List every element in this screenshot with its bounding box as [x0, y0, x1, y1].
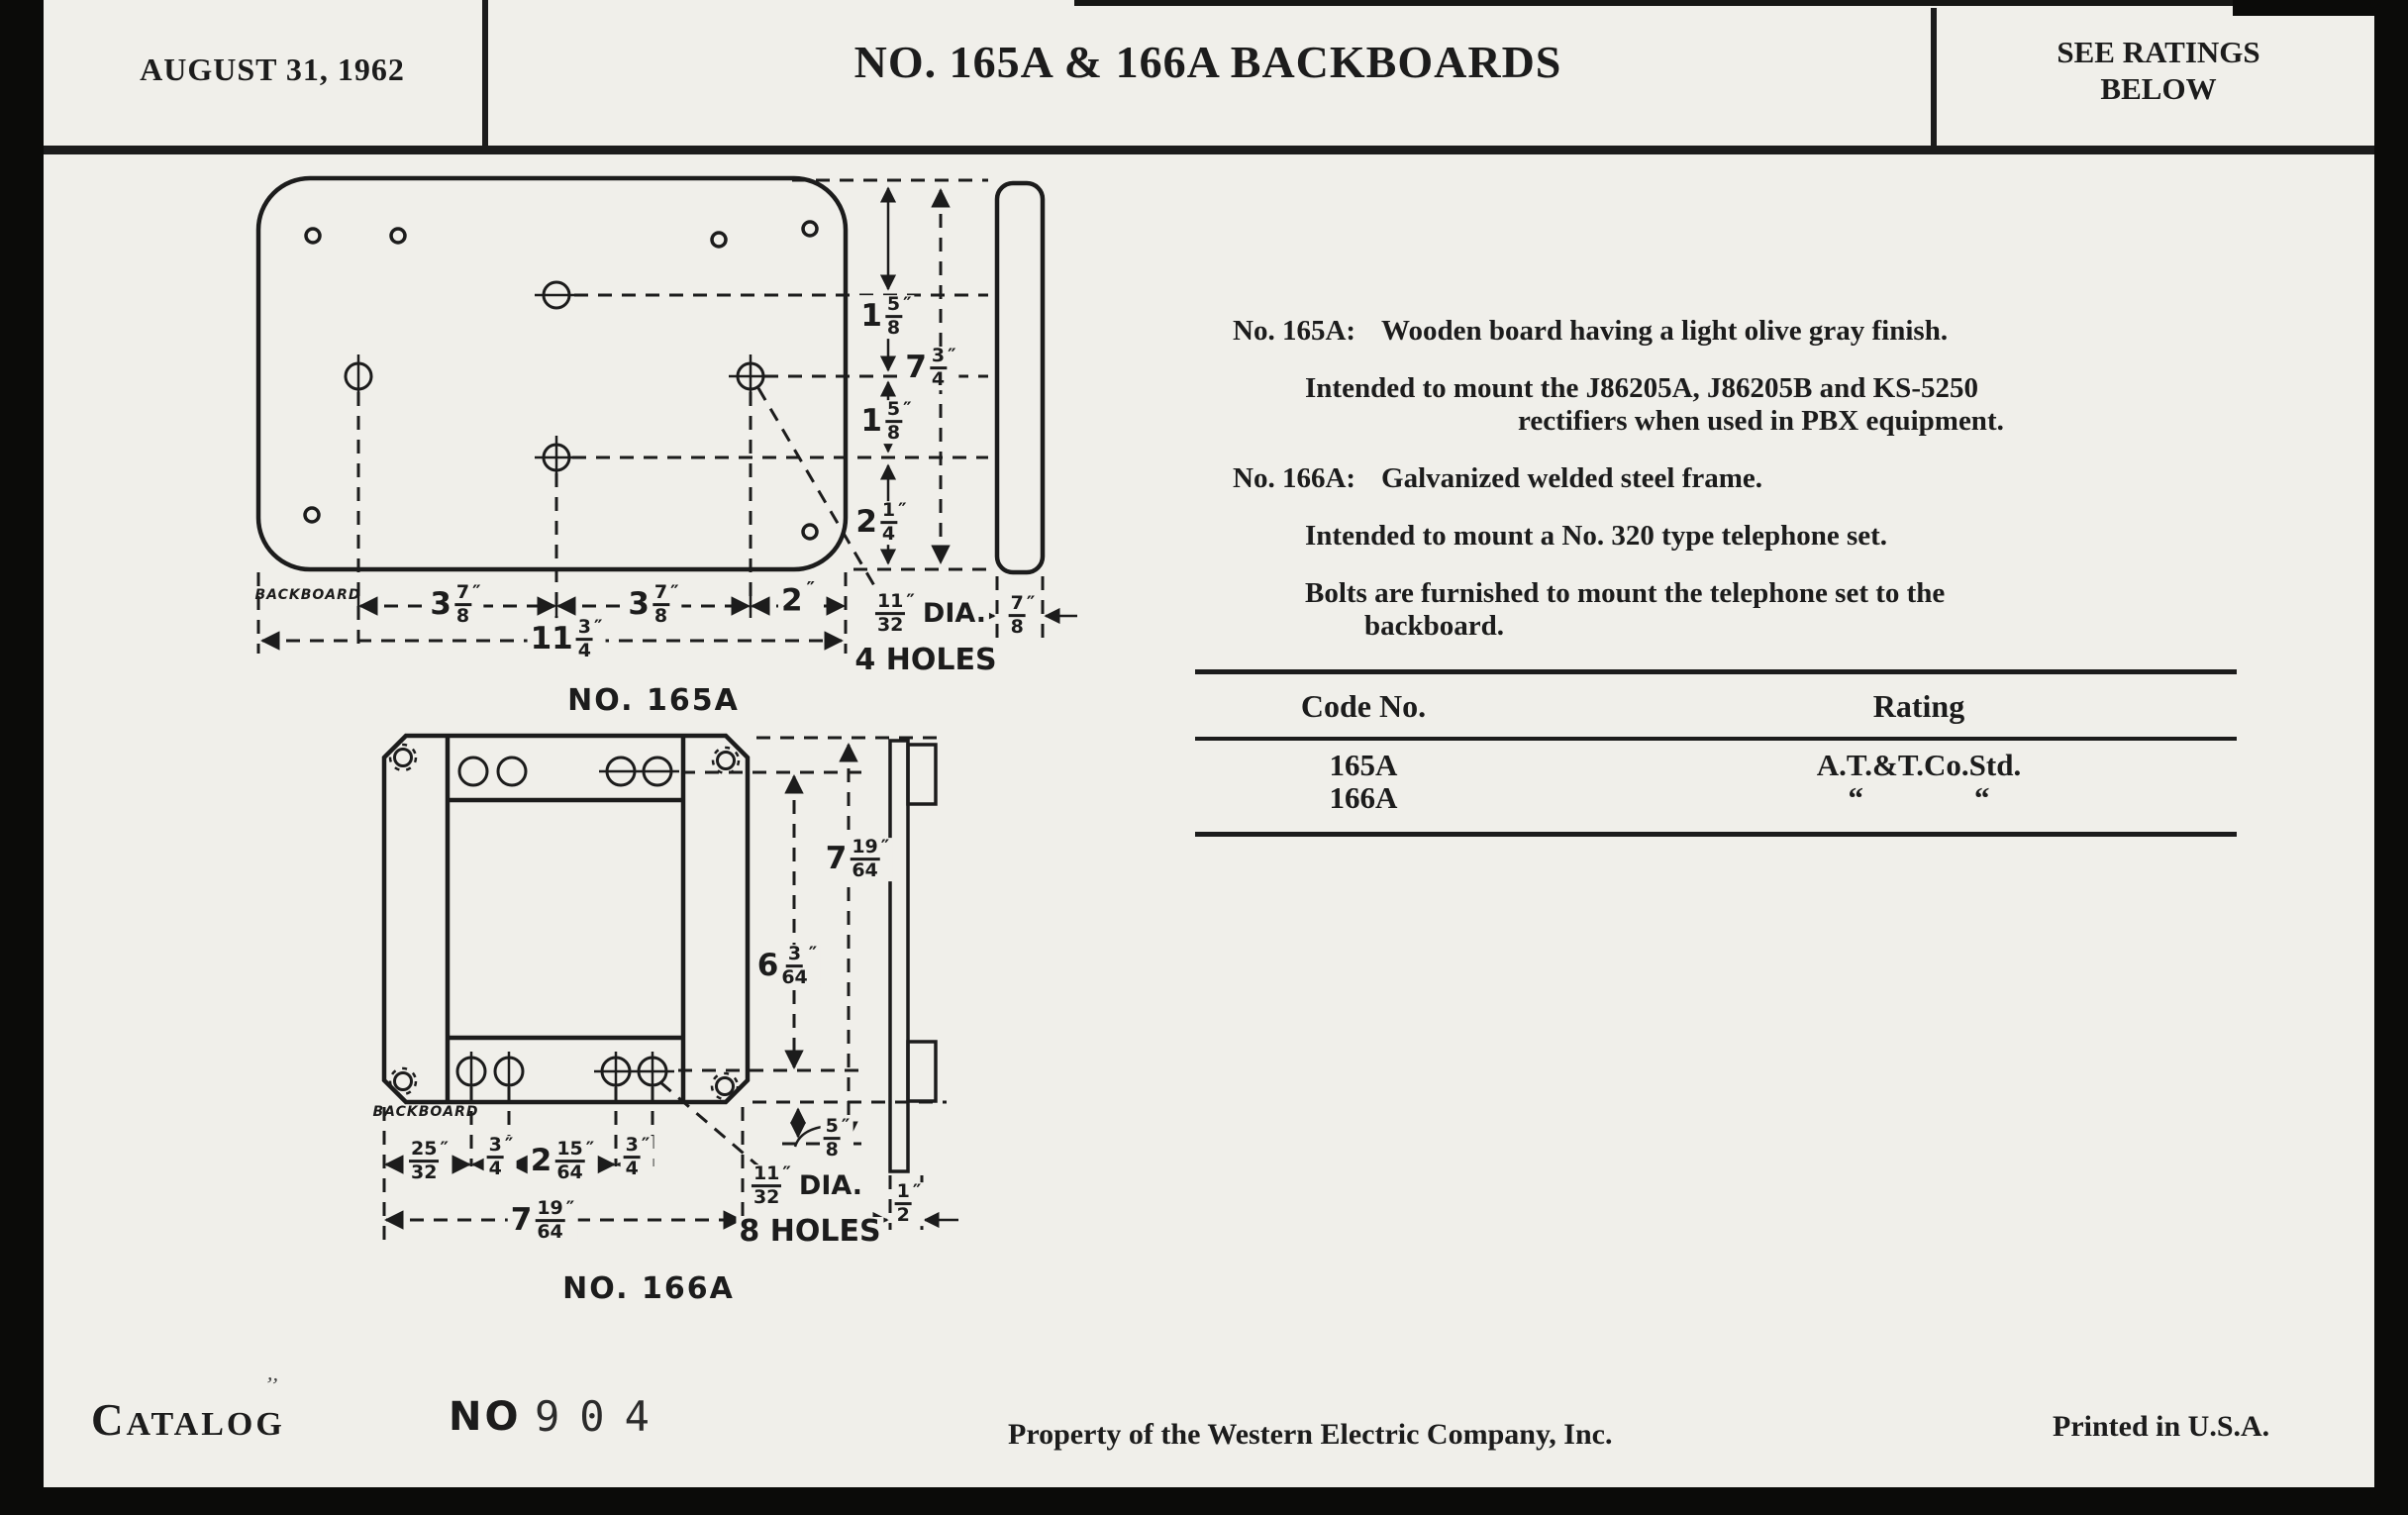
ratings-table [1195, 669, 2237, 837]
table-header-code: Code No. [1300, 688, 1427, 724]
backboard-label: BACKBOARD [254, 587, 361, 603]
cell-rating [1532, 781, 2237, 814]
dimension-label: 11 32 ″ DIA. [749, 1164, 865, 1208]
dimension-label: 1 5 8 ″ [857, 295, 914, 339]
scan-edge-left [0, 0, 44, 1515]
dimension-label: 1 5 8 ″ [857, 400, 914, 444]
paragraph-line: rectifiers when used in PBX equipment. [1518, 405, 2004, 437]
dimension-label: 6 3 64 ″ [754, 945, 821, 988]
table-header-rating: Rating [1872, 688, 1965, 724]
paragraph-line: Intended to mount the J86205A, J86205B and KS-5250 [1305, 372, 1978, 404]
drawing-166a [347, 723, 980, 1317]
table-row [1195, 749, 2237, 781]
dimension-label: 4 HOLES [852, 646, 999, 675]
scan-edge-right [2374, 0, 2408, 1515]
dimension-label: 7 19 64 ″ [823, 838, 893, 881]
dimension-label: 25 32 ″ [406, 1140, 452, 1183]
dimension-label: 8 HOLES [736, 1217, 883, 1247]
paragraph-line: Intended to mount a No. 320 type telephone set. [1305, 520, 1888, 552]
description-paragraph [1233, 462, 2262, 495]
table-rule-bottom [1195, 832, 2237, 837]
description-block [1233, 315, 2262, 667]
scan-edge-top-blob [2233, 0, 2408, 16]
table-header-row [1195, 674, 2237, 737]
description-paragraph [1233, 520, 2262, 553]
paragraph-line: Bolts are furnished to mount the telephone set to the [1305, 577, 1946, 609]
printed-note: Printed in U.S.A. [2053, 1410, 2270, 1443]
dimension-chain-165a [358, 188, 1077, 618]
dimension-label: 11 32 ″ DIA. [872, 592, 989, 636]
ratings-note-line1: SEE RATINGS [2057, 35, 2260, 69]
description-paragraph [1233, 577, 2262, 643]
description-paragraph [1233, 315, 2262, 348]
corner-bolts-166a [390, 745, 739, 1099]
paragraph-lead: No. 165A: [1233, 315, 1356, 347]
strip-holes-166a [457, 758, 679, 1091]
dimension-label: 2 15 64 ″ [528, 1140, 598, 1183]
catalog-label: CATALOG [91, 1395, 285, 1445]
dimension-label: 7 3 4 ″ [902, 347, 958, 390]
drawing-caption: NO. 165A [567, 683, 740, 718]
catalog-no-label: NO [449, 1394, 522, 1440]
dimension-label: 11 3 4 ″ [528, 618, 606, 661]
property-note: Property of the Western Electric Company, Inc. [1008, 1418, 1613, 1451]
ratings-note-line2: BELOW [2100, 71, 2217, 106]
dimension-label: 2 ″ [778, 586, 818, 617]
paragraph-line: backboard. [1364, 610, 1505, 642]
mounting-holes-165a [346, 282, 772, 479]
dimension-label: 1 2 ″ [892, 1182, 925, 1226]
paragraph-text: Wooden board having a light olive gray finish. [1381, 315, 1949, 347]
stray-scan-mark: ’’ [263, 1371, 280, 1398]
dimension-label: 2 1 4 ″ [853, 501, 909, 545]
paragraph-lead: No. 166A: [1233, 462, 1356, 494]
header-divider-right [1931, 8, 1937, 149]
cell-code: 166A [1329, 780, 1398, 815]
dimension-label: 3 4 ″ [621, 1136, 653, 1179]
dimension-label: 3 7 8 ″ [427, 583, 483, 627]
scan-edge-bottom [0, 1487, 2408, 1515]
ratings-note [1946, 34, 2371, 107]
description-paragraph [1233, 372, 2262, 438]
dimension-label: 7 8 ″ [1006, 594, 1039, 638]
table-body [1195, 741, 2237, 832]
table-row [1195, 781, 2237, 814]
paragraph-text: Galvanized welded steel frame. [1381, 462, 1763, 494]
cell-rating: A.T.&T.Co.Std. [1816, 748, 2022, 782]
drawing-165a [149, 119, 1139, 733]
side-view-166a [890, 741, 936, 1171]
page-title: NO. 165A & 166A BACKBOARDS [853, 37, 1562, 87]
corner-holes-165a [305, 222, 817, 539]
catalog-number: 904 [535, 1392, 669, 1441]
dimension-label: 3 4 ″ [484, 1136, 517, 1179]
page-date: AUGUST 31, 1962 [140, 51, 405, 87]
dimension-label: 5 8 ″ [821, 1117, 853, 1161]
drawing-caption: NO. 166A [562, 1271, 735, 1306]
dimension-label: 3 7 8 ″ [625, 583, 681, 627]
cell-code: 165A [1329, 748, 1398, 782]
dimension-label: 7 19 64 ″ [508, 1199, 578, 1243]
backboard-label: BACKBOARD [372, 1104, 479, 1120]
ditto-marks: “ “ [1848, 780, 1990, 815]
frame-outline-166a [384, 736, 748, 1102]
scan-edge-top-line [1074, 0, 2243, 6]
